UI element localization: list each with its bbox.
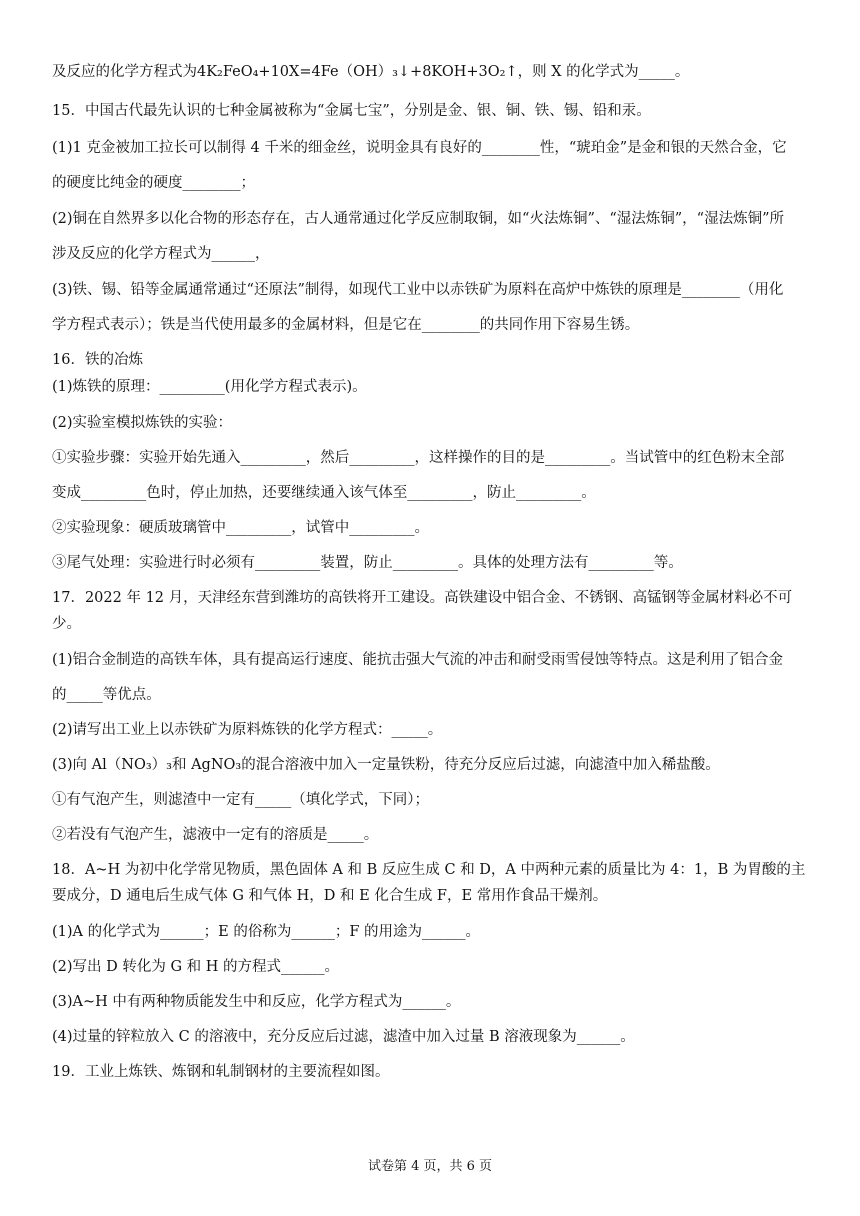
question-15-title: 15．中国古代最先认识的七种金属被称为“金属七宝”，分别是金、银、铜、铁、锡、铅和汞。 [52, 103, 651, 119]
text-line: (2)请写出工业上以赤铁矿为原料炼铁的化学方程式：_____。 [52, 722, 443, 738]
text-line: (1)炼铁的原理：_________(用化学方程式表示)。 [52, 379, 367, 395]
text-line: 及反应的化学方程式为4K₂FeO₄+10X=4Fe（OH）₃↓+8KOH+3O₂↑，则 X 的化学式为_____。 [52, 64, 690, 80]
text-line: 学方程式表示）；铁是当代使用最多的金属材料，但是它在________的共同作用下容易生锈。 [52, 317, 640, 333]
text-line: (3)向 Al（NO₃）₃和 AgNO₃的混合溶液中加入一定量铁粉，待充分反应后过滤，向滤渣中加入稀盐酸。 [52, 757, 720, 773]
question-17-title: 17．2022 年 12 月，天津经东营到潍坊的高铁将开工建设。高铁建设中铝合金、不锈钢、高锰钢等金属材料必不可 [52, 590, 793, 606]
question-16-title: 16．铁的冶炼 [52, 352, 143, 368]
text-line: (3)A~H 中有两种物质能发生中和反应，化学方程式为______。 [52, 994, 461, 1010]
page-footer: 试卷第 4 页，共 6 页 [367, 1159, 493, 1174]
text-line: (1)A 的化学式为______；E 的俗称为______；F 的用途为______。 [52, 924, 480, 940]
text-line: (2)铜在自然界多以化合物的形态存在，古人通常通过化学反应制取铜，如“火法炼铜”、“湿法炼铜”，“湿法炼铜”所 [52, 211, 785, 227]
text-line: (2)写出 D 转化为 G 和 H 的方程式______。 [52, 959, 340, 975]
text-line: (1)1 克金被加工拉长可以制得 4 千米的细金丝，说明金具有良好的________性，“琥珀金”是金和银的天然合金，它 [52, 140, 787, 156]
text-line: 的_____等优点。 [52, 687, 161, 703]
text-line: ③尾气处理：实验进行时必须有_________装置，防止_________。具体的处理方法有_________等。 [52, 555, 683, 571]
text-line: (4)过量的锌粒放入 C 的溶液中，充分反应后过滤，滤渣中加入过量 B 溶液现象为______。 [52, 1029, 635, 1045]
text-line: 变成_________色时，停止加热，还要继续通入该气体至_________，防止_________。 [52, 485, 596, 501]
text-line: ②实验现象：硬质玻璃管中_________，试管中_________。 [52, 520, 429, 536]
text-line: ①有气泡产生，则滤渣中一定有_____（填化学式，下同）； [52, 792, 429, 808]
question-19-title: 19．工业上炼铁、炼钢和轧制钢材的主要流程如图。 [52, 1064, 390, 1080]
text-line: (3)铁、锡、铅等金属通常通过“还原法”制得，如现代工业中以赤铁矿为原料在高炉中炼铁的原理是________（用化 [52, 282, 784, 298]
text-line: (1)铝合金制造的高铁车体，具有提高运行速度、能抗击强大气流的冲击和耐受雨雪侵蚀等特点。这是利用了铝合金 [52, 652, 784, 668]
text-line: 要成分，D 通电后生成气体 G 和气体 H，D 和 E 化合生成 F，E 常用作食品干燥剂。 [52, 888, 608, 904]
text-line: 涉及反应的化学方程式为______， [52, 246, 270, 262]
text-line: (2)实验室模拟炼铁的实验： [52, 415, 233, 431]
text-line: ②若没有气泡产生，滤液中一定有的溶质是_____。 [52, 827, 379, 843]
text-line: 少。 [52, 616, 81, 632]
text-line: 的硬度比纯金的硬度________； [52, 175, 255, 191]
text-line: ①实验步骤：实验开始先通入_________，然后_________，这样操作的目的是_________。当试管中的红色粉末全部 [52, 450, 785, 466]
question-18-title: 18．A~H 为初中化学常见物质，黑色固体 A 和 B 反应生成 C 和 D，A 中两种元素的质量比为 4：1，B 为胃酸的主 [52, 862, 806, 878]
